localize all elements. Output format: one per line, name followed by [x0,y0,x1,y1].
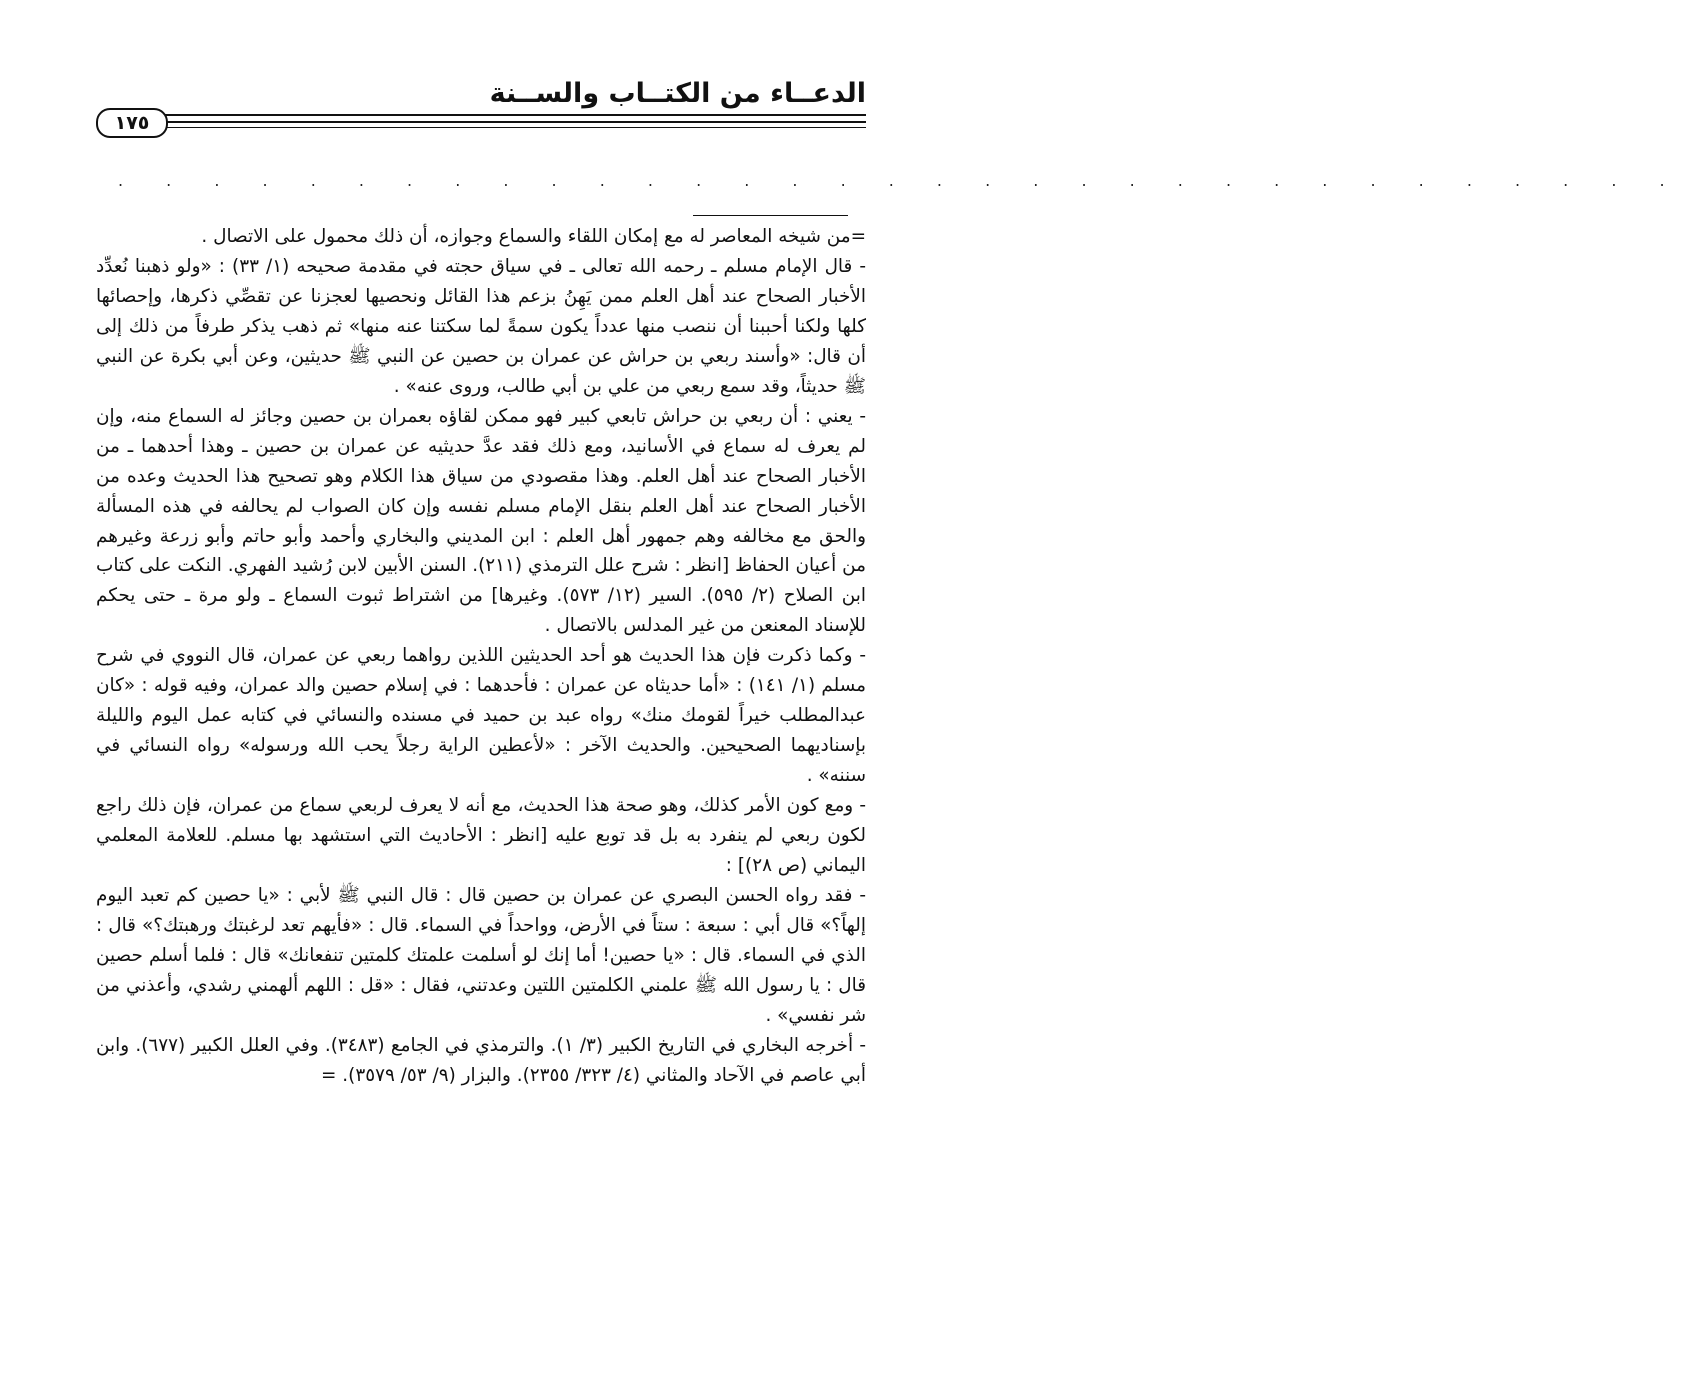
footnote-separator [693,215,848,216]
page-number: ١٧٥ [96,108,168,138]
paragraph: - فقد رواه الحسن البصري عن عمران بن حصين قال : قال النبي ﷺ لأبي : «يا حصين كم تعبد اليوم إلهاً؟» قال أبي : سبعة : ستاً في الأرض، وواحداً في السماء. قال : «فأيهم تعد لرغبتك ورهبتك؟» قال : الذي في السماء. قال : «يا حصين! أما إنك لو أسلمت علمتك كلمتين تنفعانك» قال : فلما أسلم حصين قال : يا رسول الله ﷺ علمني الكلمتين اللتين وعدتني، فقال : «قل : اللهم ألهمني رشدي، وأعذني من شر نفسي» . [96,884,866,1026]
header-rule [164,121,866,123]
paragraph: - قال الإمام مسلم ـ رحمه الله تعالى ـ في سياق حجته في مقدمة صحيحه (١/ ٣٣) : «ولو ذهبنا نُعدِّد الأخبار الصحاح عند أهل العلم ممن يَهِنُ بزعم هذا القائل ونحصيها لعجزنا عن تقصِّي ذكرها، وإحصائها كلها ولكنا أحببنا أن ننصب منها عدداً يكون سمةً لما سكتنا عنه منها» ثم ذهب يذكر طرفاً من ذلك إلى أن قال: «وأسند ربعي بن حراش عن عمران بن حصين عن النبي ﷺ حديثين، وعن أبي بكرة عن النبي ﷺ حديثاً، وقد سمع ربعي من علي بن أبي طالب، وروى عنه» . [96,255,867,397]
paragraph: - يعني : أن ربعي بن حراش تابعي كبير فهو ممكن لقاؤه بعمران بن حصين وجائز له السماع منه، وإن لم يعرف له سماع في الأسانيد، ومع ذلك فقد عدَّ حديثيه عن عمران بن حصين ـ وهذا أحدهما ـ من الأخبار الصحاح عند أهل العلم. وهذا مقصودي من سياق هذا الكلام وهو تصحيح هذا الحديث وعده من الأخبار الصحاح عند أهل العلم بنقل الإمام مسلم نفسه وإن كان الصواب لم يحالفه في هذه المسألة والحق مع مخالفه وهم جمهور أهل العلم : ابن المديني والبخاري وأحمد وأبو حاتم وأبو زرعة وغيرهم من أعيان الحفاظ [انظر : شرح علل الترمذي (٢١١). السنن الأبين لابن رُشيد الفهري. النكت على كتاب ابن الصلاح (٢/ ٥٩٥). السير (١٢/ ٥٧٣). وغيرها] من اشتراط ثبوت السماع ـ ولو مرة ـ حتى يحكم للإسناد المعنعن من غير المدلس بالاتصال . [96,405,867,637]
header-rule [164,114,866,116]
separator-dots: . . . . . . . . . . . . . . . . . . . . . . . . . . . . . . . . . [118,171,1684,190]
book-title: الدعــاء من الكتــاب والســنة [489,78,866,109]
paragraph: - أخرجه البخاري في التاريخ الكبير (٣/ ١). والترمذي في الجامع (٣٤٨٣). وفي العلل الكبير (٦٧٧). وابن أبي عاصم في الآحاد والمثاني (٤/ ٣٢٣/ ٢٣٥٥). والبزار (٩/ ٥٣/ ٣٥٧٩). = [96,1034,867,1086]
footnote-text [96,222,866,1091]
header-rule [164,127,866,128]
paragraph: - ومع كون الأمر كذلك، وهو صحة هذا الحديث، مع أنه لا يعرف لربعي سماع من عمران، فإن ذلك راجع لكون ربعي لم ينفرد به بل قد توبع عليه [انظر : الأحاديث التي استشهد بها مسلم. للعلامة المعلمي اليماني (ص ٢٨)] : [96,795,866,877]
page-header [96,76,866,136]
paragraph: - وكما ذكرت فإن هذا الحديث هو أحد الحديثين اللذين رواهما ربعي عن عمران، قال النووي في شرح مسلم (١/ ١٤١) : «أما حديثاه عن عمران : فأحدهما : في إسلام حصين والد عمران، وفيه قوله : «كان عبدالمطلب خيراً لقومك منك» رواه عبد بن حميد في مسنده والنسائي في كتابه عمل اليوم والليلة بإسناديهما الصحيحين. والحديث الآخر : «لأعطين الراية رجلاً يحب الله ورسوله» رواه النسائي في سننه» . [96,645,866,787]
paragraph: =من شيخه المعاصر له مع إمكان اللقاء والسماع وجوازه، أن ذلك محمول على الاتصال . [201,226,866,247]
